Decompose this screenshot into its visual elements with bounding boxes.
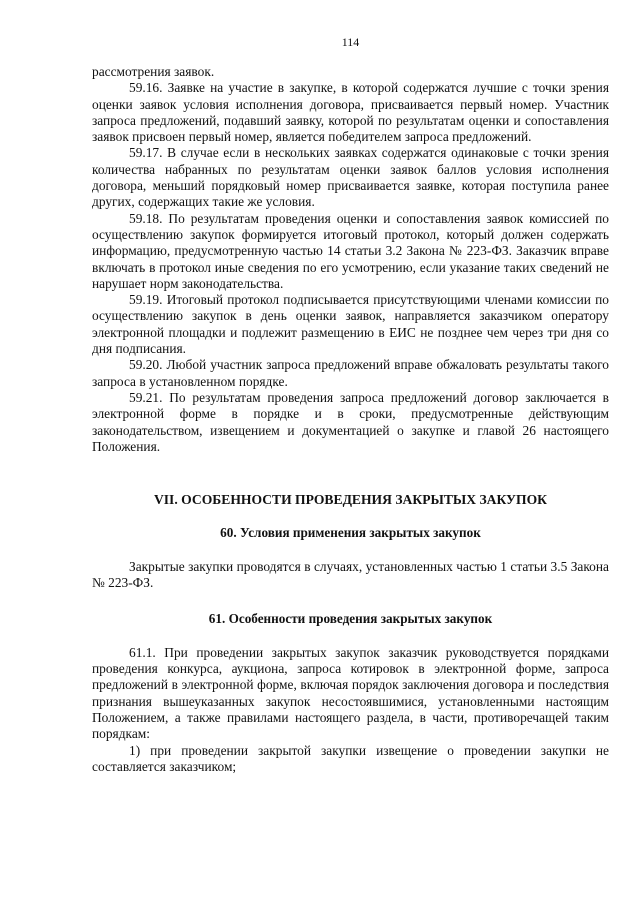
paragraph-59-16: 59.16. Заявке на участие в закупке, в которой содержатся лучшие с точки зрения оценки заявок условия исполнения договора, присваивается первый номер. Участник запроса предложений, подавший заявку, которой по результатам оценки и сопоставления заявок присвоен первый номер, является победителем запроса предложений. — [92, 80, 609, 145]
paragraph-59-18: 59.18. По результатам проведения оценки и сопоставления заявок комиссией по осуществлению закупок формируется итоговый протокол, который должен содержать информацию, предусмотренную частью 14 статьи 3.2 Закона № 223-ФЗ. Заказчик вправе включать в протокол иные сведения по его усмотрению, если указание таких сведений не нарушает норм законодательства. — [92, 210, 609, 291]
section-61-title: 61. Особенности проведения закрытых закупок — [208, 610, 493, 626]
chapter-title: VII. ОСОБЕННОСТИ ПРОВЕДЕНИЯ ЗАКРЫТЫХ ЗАКУПОК — [153, 492, 548, 508]
paragraph-59-19: 59.19. Итоговый протокол подписывается присутствующими членами комиссии по осуществлению закупок в день оценки заявок, направляется заказчиком оператору электронной площадки и подлежит размещению в ЕИС не позднее чем через три дня со дня подписания. — [92, 292, 609, 357]
section-60-text: Закрытые закупки проводятся в случаях, установленных частью 1 статьи 3.5 Закона № 223-ФЗ. — [92, 559, 609, 591]
paragraph-59-17: 59.17. В случае если в нескольких заявках содержатся одинаковые с точки зрения количества набранных по результатам оценки заявок баллов условия исполнения договора, меньший порядковый номер присваивается заявке, которая поступила ранее других, содержащих такие же условия. — [92, 145, 609, 210]
paragraph-59-21: 59.21. По результатам проведения запроса предложений договор заключается в электронной форме в порядке и в сроки, предусмотренные действующим законодательством, извещением и документацией о закупке и главой 26 настоящего Положения. — [92, 389, 609, 454]
paragraph-59-20: 59.20. Любой участник запроса предложений вправе обжаловать результаты такого запроса в установленном порядке. — [92, 357, 609, 389]
paragraph-61-1-item-1: 1) при проведении закрытой закупки извещение о проведении закупки не составляется заказчиком; — [92, 742, 609, 774]
paragraph-continuation: рассмотрения заявок. — [92, 64, 215, 79]
section-60-title: 60. Условия применения закрытых закупок — [220, 525, 481, 541]
page-number: 114 — [341, 35, 360, 49]
paragraph-61-1: 61.1. При проведении закрытых закупок заказчик руководствуется порядками проведения конкурса, аукциона, запроса котировок в электронной форме, запроса предложений в электронной форме, включая порядок заключения договора и последствия признания вышеуказанных закупок несостоявшимися, установленными настоящим Положением, а также правилами настоящего раздела, в части, противоречащей таким порядкам: — [92, 644, 609, 742]
